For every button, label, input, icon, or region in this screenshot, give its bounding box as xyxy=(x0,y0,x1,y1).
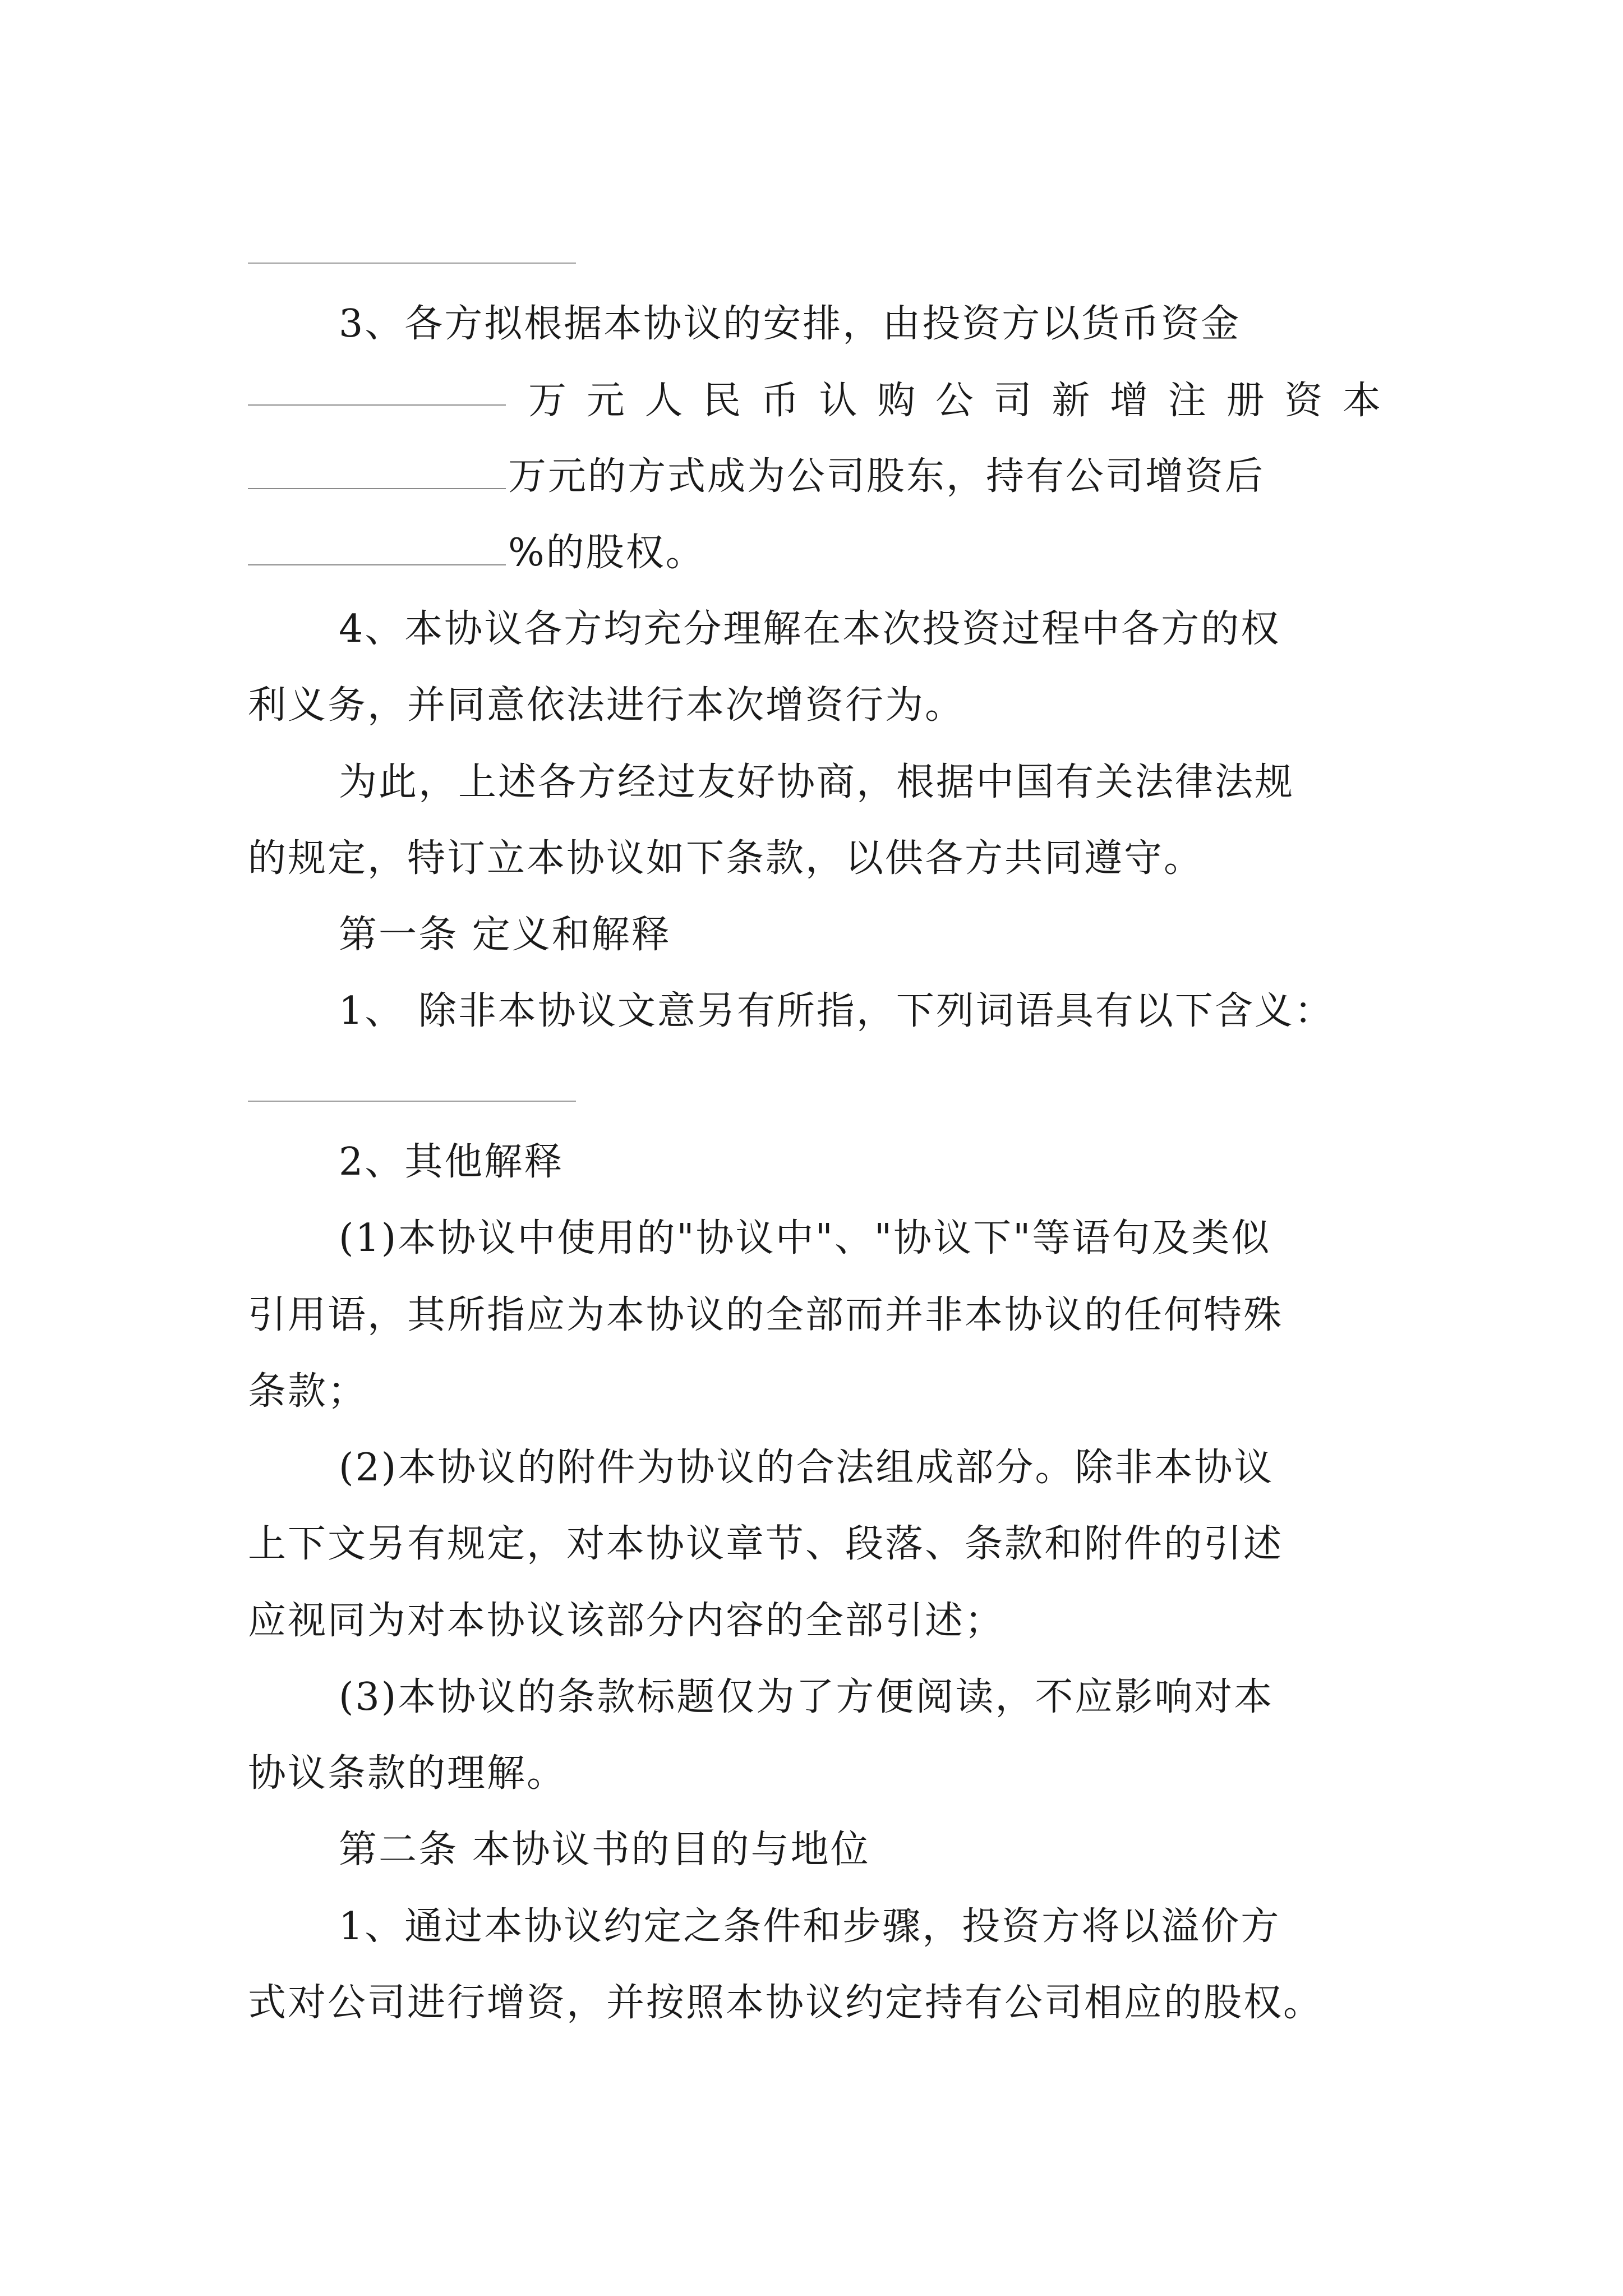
paragraph-line: 协议条款的理解。 xyxy=(248,1751,567,1796)
paragraph-line: (1)本协议中使用的"协议中"、"协议下"等语句及类似 xyxy=(339,1216,1271,1260)
paragraph-line: (3)本协议的条款标题仅为了方便阅读，不应影响对本 xyxy=(339,1675,1274,1719)
footnote-rule-top xyxy=(248,263,576,264)
paragraph-line-fill-blank xyxy=(248,525,1381,581)
section-heading: 第一条 定义和解释 xyxy=(339,913,671,957)
paragraph-line: 的规定，特订立本协议如下条款，以供各方共同遵守。 xyxy=(248,836,1204,881)
paragraph-line-fill-blank xyxy=(248,373,1381,429)
char: 册 xyxy=(1226,379,1265,423)
paragraph-line: 式对公司进行增资，并按照本协议约定持有公司相应的股权。 xyxy=(248,1981,1324,2025)
fill-in-blank-capital[interactable] xyxy=(248,457,506,489)
line-text: %的股权。 xyxy=(508,531,706,575)
char: 购 xyxy=(877,379,916,423)
char: 认 xyxy=(819,379,857,423)
paragraph-line: 引用语，其所指应为本协议的全部而并非本协议的任何特殊 xyxy=(248,1293,1284,1337)
char: 资 xyxy=(1284,379,1323,423)
subsection-heading: 2、其他解释 xyxy=(339,1140,564,1184)
char: 元 xyxy=(586,379,625,423)
line-text: 万元的方式成为公司股东，持有公司增资后 xyxy=(508,454,1265,499)
char: 增 xyxy=(1110,379,1149,423)
char: 万 xyxy=(528,379,567,423)
char: 币 xyxy=(760,379,799,423)
footnote-rule-middle xyxy=(248,1101,576,1102)
spaced-text xyxy=(506,373,1381,429)
paragraph-line: 应视同为对本协议该部分内容的全部引述； xyxy=(248,1599,1005,1643)
char: 公 xyxy=(935,379,974,423)
paragraph-line: 利义务，并同意依法进行本次增资行为。 xyxy=(248,683,965,728)
paragraph-line: 4、本协议各方均充分理解在本次投资过程中各方的权 xyxy=(339,607,1281,651)
fill-in-blank-amount[interactable] xyxy=(248,373,506,406)
paragraph-line: 条款； xyxy=(248,1369,368,1414)
paragraph-line: 上下文另有规定，对本协议章节、段落、条款和附件的引述 xyxy=(248,1522,1284,1566)
char: 新 xyxy=(1052,379,1090,423)
fill-in-blank-percent[interactable] xyxy=(248,533,506,565)
paragraph-line: 1、 除非本协议文意另有所指，下列词语具有以下含义： xyxy=(339,989,1334,1033)
char: 注 xyxy=(1168,379,1206,423)
char: 人 xyxy=(644,379,683,423)
char: 本 xyxy=(1342,379,1381,423)
char: 司 xyxy=(993,379,1032,423)
paragraph-line: 1、通过本协议约定之条件和步骤，投资方将以溢价方 xyxy=(339,1904,1281,1949)
char: 民 xyxy=(703,379,741,423)
paragraph-line: 为此，上述各方经过友好协商，根据中国有关法律法规 xyxy=(339,760,1295,804)
paragraph-line: 3、各方拟根据本协议的安排，由投资方以货币资金 xyxy=(339,302,1241,346)
section-heading: 第二条 本协议书的目的与地位 xyxy=(339,1828,870,1872)
paragraph-line-fill-blank xyxy=(248,449,1381,505)
paragraph-line: (2)本协议的附件为协议的合法组成部分。除非本协议 xyxy=(339,1446,1274,1490)
